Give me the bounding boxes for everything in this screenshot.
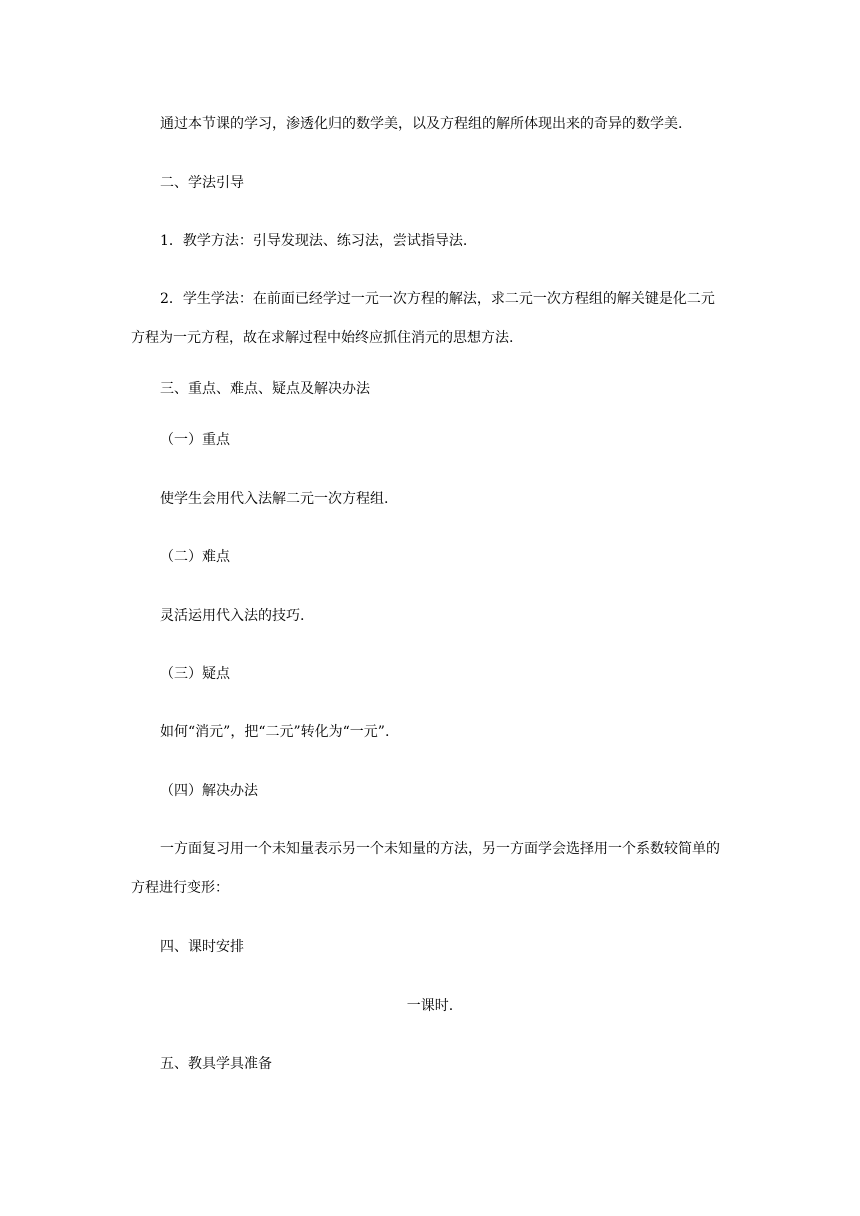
doubt-paragraph: 如何“消元”，把“二元”转化为“一元”. <box>160 724 390 740</box>
subheading-difficulty: （二）难点 <box>160 549 230 565</box>
section-heading-study-method: 二、学法引导 <box>160 175 244 191</box>
section-heading-schedule: 四、课时安排 <box>160 939 244 955</box>
student-method-line-1: 2．学生学法：在前面已经学过一元一次方程的解法，求二元一次方程组的解关键是化二元 <box>160 291 715 307</box>
section-heading-key-points: 三、重点、难点、疑点及解决办法 <box>160 381 370 397</box>
subheading-doubt: （三）疑点 <box>160 666 230 682</box>
intro-paragraph: 通过本节课的学习，渗透化归的数学美，以及方程组的解所体现出来的奇异的数学美. <box>160 116 683 132</box>
difficulty-paragraph: 灵活运用代入法的技巧. <box>160 608 305 624</box>
schedule-paragraph: 一课时. <box>406 998 454 1014</box>
solution-line-2: 方程进行变形： <box>131 880 229 896</box>
section-heading-materials: 五、教具学具准备 <box>160 1056 272 1072</box>
teaching-method-item: 1．教学方法：引导发现法、练习法，尝试指导法. <box>160 233 468 249</box>
student-method-line-2: 方程为一元方程，故在求解过程中始终应抓住消元的思想方法. <box>131 330 514 346</box>
subheading-solution: （四）解决办法 <box>160 783 258 799</box>
key-point-paragraph: 使学生会用代入法解二元一次方程组. <box>160 491 389 507</box>
solution-line-1: 一方面复习用一个未知量表示另一个未知量的方法，另一方面学会选择用一个系数较简单的 <box>160 841 720 857</box>
subheading-key-point: （一）重点 <box>160 432 230 448</box>
